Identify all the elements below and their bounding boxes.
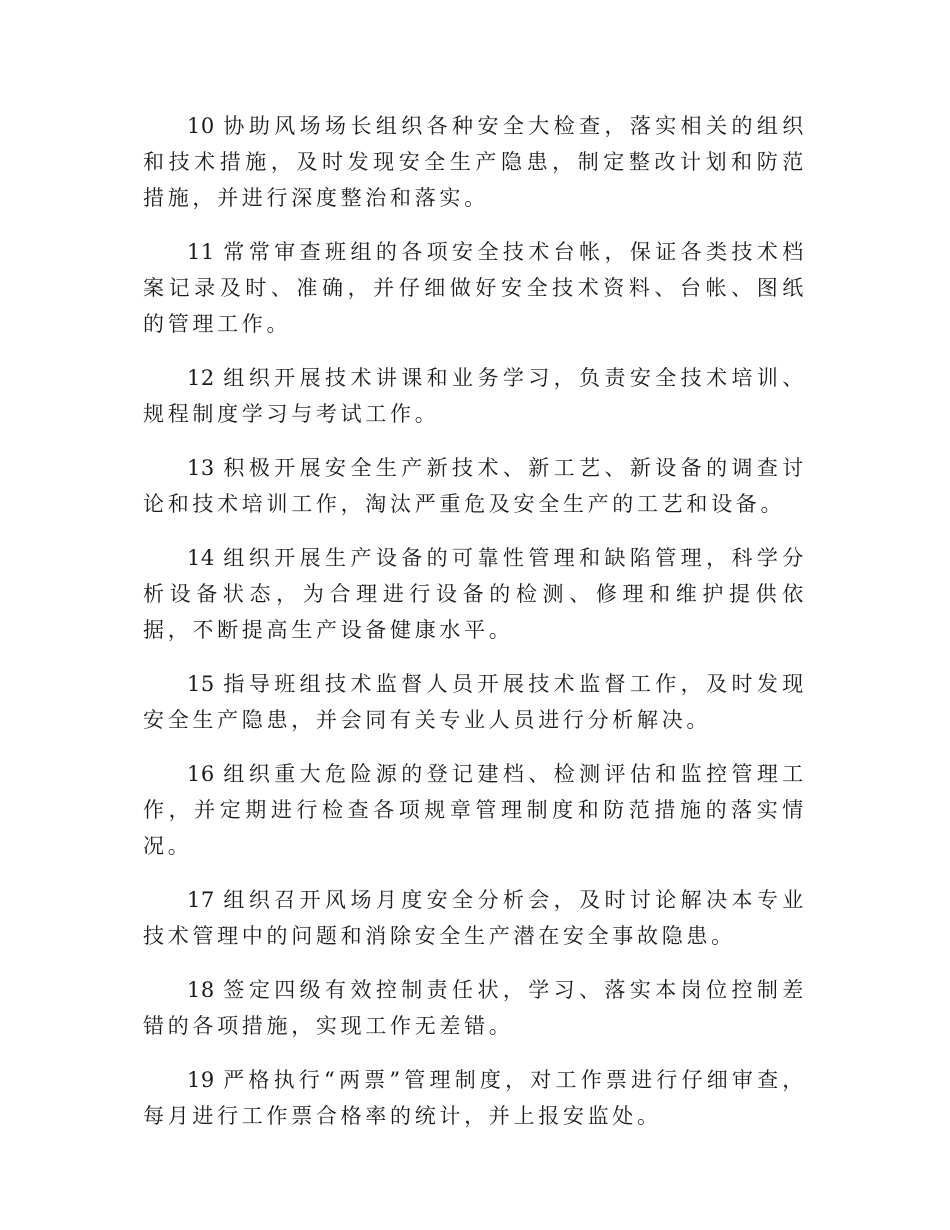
paragraph-text: 组织召开风场月度安全分析会，及时讨论解决本专业技术管理中的问题和消除安全生产潜在安全事故隐患。 (143, 888, 807, 948)
paragraph-text: 严格执行“两票”管理制度，对工作票进行仔细审查，每月进行工作票合格率的统计，并上报安监处。 (143, 1068, 807, 1128)
paragraph-18 (143, 972, 807, 1044)
paragraph-17 (143, 882, 807, 954)
document-body (143, 108, 807, 1152)
paragraph-number: 12 (187, 366, 215, 390)
paragraph-14 (143, 540, 807, 648)
paragraph-number: 15 (187, 672, 215, 696)
paragraph-text: 组织开展生产设备的可靠性管理和缺陷管理，科学分析设备状态，为合理进行设备的检测、修理和维护提供依据，不断提高生产设备健康水平。 (143, 546, 807, 642)
paragraph-text: 组织开展技术讲课和业务学习，负责安全技术培训、规程制度学习与考试工作。 (143, 366, 807, 426)
paragraph-13 (143, 450, 807, 522)
paragraph-text: 常常审查班组的各项安全技术台帐，保证各类技术档案记录及时、准确，并仔细做好安全技术资料、台帐、图纸的管理工作。 (143, 240, 807, 336)
paragraph-number: 19 (187, 1068, 215, 1092)
paragraph-number: 16 (187, 762, 215, 786)
paragraph-number: 13 (187, 456, 215, 480)
paragraph-number: 18 (187, 978, 215, 1002)
paragraph-19 (143, 1062, 807, 1134)
paragraph-number: 14 (187, 546, 215, 570)
paragraph-16 (143, 756, 807, 864)
paragraph-12 (143, 360, 807, 432)
paragraph-15 (143, 666, 807, 738)
paragraph-text: 积极开展安全生产新技术、新工艺、新设备的调查讨论和技术培训工作，淘汰严重危及安全生产的工艺和设备。 (143, 456, 807, 516)
paragraph-text: 签定四级有效控制责任状，学习、落实本岗位控制差错的各项措施，实现工作无差错。 (143, 978, 807, 1038)
paragraph-text: 指导班组技术监督人员开展技术监督工作，及时发现安全生产隐患，并会同有关专业人员进行分析解决。 (143, 672, 807, 732)
paragraph-text: 协助风场场长组织各种安全大检查，落实相关的组织和技术措施，及时发现安全生产隐患，制定整改计划和防范措施，并进行深度整治和落实。 (143, 114, 807, 210)
paragraph-11 (143, 234, 807, 342)
paragraph-10 (143, 108, 807, 216)
paragraph-number: 10 (187, 114, 215, 138)
paragraph-text: 组织重大危险源的登记建档、检测评估和监控管理工作，并定期进行检查各项规章管理制度和防范措施的落实情况。 (143, 762, 807, 858)
paragraph-number: 11 (187, 240, 215, 264)
paragraph-number: 17 (187, 888, 215, 912)
